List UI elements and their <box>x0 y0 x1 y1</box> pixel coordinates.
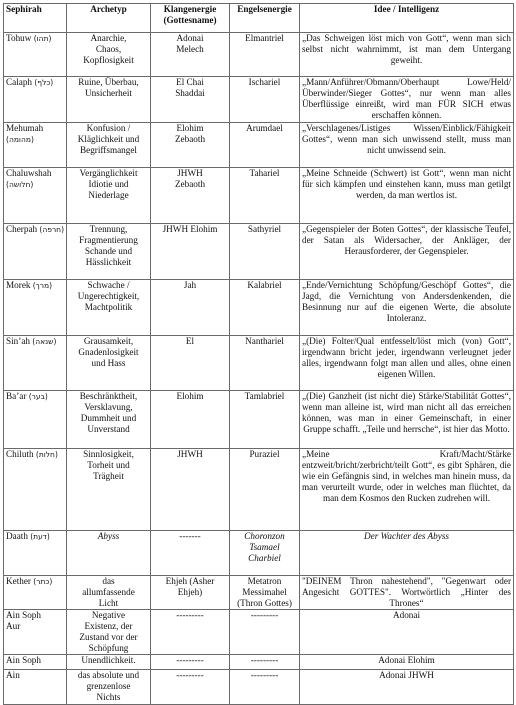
sephirah-name: Morek <box>6 280 31 290</box>
sephirah-hebrew: (דעת) <box>30 532 50 541</box>
archetyp-line: Anarchie, <box>90 33 127 43</box>
klangenergie-line: El Chai <box>176 77 204 87</box>
table-row <box>4 336 514 391</box>
archetyp-cell <box>67 531 151 576</box>
sephirah-name: Kether <box>6 576 31 586</box>
archetyp-cell <box>67 655 151 670</box>
engelsenergie-line: Ischariel <box>248 77 281 87</box>
archetyp-line: Grausamkeit, <box>83 336 134 346</box>
archetyp-line: Machtpolitik <box>84 302 133 312</box>
engelsenergie-line: Charbiel <box>248 553 281 563</box>
archetyp-line: Dummheit und <box>80 413 137 423</box>
table-row <box>4 280 514 336</box>
engelsenergie-cell <box>230 531 300 576</box>
archetyp-cell <box>67 224 151 280</box>
sephirah-hebrew: (מרך) <box>32 281 53 290</box>
sephirah-cell <box>4 576 67 610</box>
sephirah-cell <box>4 224 67 280</box>
idee-cell: „(Die) Ganzheit (ist nicht die) Stärke/Stabilität Gottes“, wenn man alleine ist, wird man nicht all das erreichen können, was man in einer Gemeinschaft, in einer Gruppe schafft. „Teile und herrsche“, ist hier das Motto. <box>300 391 514 449</box>
klangenergie-line: El <box>185 336 195 346</box>
archetyp-cell <box>67 33 151 77</box>
archetyp-cell <box>67 576 151 610</box>
klangenergie-line: Zebaoth <box>174 179 206 189</box>
engelsenergie-line: Choronzon <box>244 531 285 541</box>
archetyp-line: Begriffsmangel <box>80 145 137 155</box>
archetyp-line: das <box>102 576 115 586</box>
archetyp-line: das absolute und <box>77 670 140 680</box>
archetyp-line: Chaos, <box>95 44 122 54</box>
engelsenergie-line: Tsamael <box>249 542 280 552</box>
sephirah-cell <box>4 77 67 123</box>
table-row <box>4 33 514 77</box>
klangenergie-cell <box>151 576 230 610</box>
klangenergie-cell <box>151 391 230 449</box>
idee-cell: „Meine Kraft/Macht/Stärke entzweit/bricht/zerbricht/teilt Gott“, es gibt Sphären, die wie ein Gefängnis sind, in welches man hinein muss, da man verurteilt wurde, oder in welches man flüchtet, da man dem Kosmos den Rucken zudrehen will. <box>300 449 514 531</box>
archetyp-line: Niederlage <box>88 190 129 200</box>
sephirah-hebrew: (מהומה) <box>6 135 34 144</box>
sephirah-cell <box>4 670 67 705</box>
archetyp-line: Sinnlosigkeit, <box>83 449 134 459</box>
klangenergie-cell <box>151 168 230 224</box>
idee-cell: "DEINEM Thron nahestehend", "Gegenwart oder Angesicht GOTTES". Wortwörtlich „Hinter des Thrones“ <box>300 576 514 610</box>
archetyp-line: Beschränktheit, <box>79 391 138 401</box>
engelsenergie-line: Arumdael <box>246 123 283 133</box>
sephirah-cell <box>4 280 67 336</box>
sephirah-cell <box>4 336 67 391</box>
engelsenergie-cell <box>230 280 300 336</box>
engelsenergie-cell <box>230 224 300 280</box>
sephirah-cell <box>4 168 67 224</box>
table-row <box>4 655 514 670</box>
archetyp-line: Unsicherheit <box>85 88 132 98</box>
archetyp-line: Idiotie und <box>88 179 129 189</box>
sephirah-cell <box>4 610 67 655</box>
archetyp-line: und Hass <box>91 358 126 368</box>
table-row <box>4 610 514 655</box>
idee-cell: Adonai JHWH <box>300 670 514 705</box>
archetyp-line: Licht <box>98 598 119 608</box>
archetyp-line: Gnadenlosigkeit <box>78 347 139 357</box>
engelsenergie-line: Elmantriel <box>245 33 284 43</box>
sephirah-name: Chiluth <box>6 449 34 459</box>
archetyp-cell <box>67 77 151 123</box>
sephirah-name: Chaluwshah <box>6 168 52 178</box>
archetyp-line: Trennung, <box>89 224 128 234</box>
sephirah-hebrew: (חרפה) <box>39 225 65 234</box>
header-klangenergie-line-1: Klangenergie <box>163 4 217 14</box>
idee-cell: Adonai Elohim <box>300 655 514 670</box>
sephirah-cell <box>4 33 67 77</box>
klangenergie-line: Jah <box>183 280 197 290</box>
idee-cell: „Verschlagenes/Listiges Wissen/Einblick/Fähigkeit Gottes“, wenn man sich unwissend stellt, muss man nicht unwissend sein. <box>300 123 514 168</box>
archetyp-line: Ungerechtigkeit, <box>77 291 140 301</box>
klangenergie-line: Ehjeh) <box>177 587 203 597</box>
engelsenergie-cell <box>230 123 300 168</box>
sephirah-name: Ain Soph <box>6 655 41 665</box>
header-engelsenergie: Engelsenergie <box>230 4 300 33</box>
klangenergie-cell <box>151 531 230 576</box>
sephirah-name: Sin’ah <box>6 336 30 346</box>
sephirah-hebrew: (שנאה) <box>32 337 57 346</box>
klangenergie-cell <box>151 33 230 77</box>
archetyp-cell <box>67 123 151 168</box>
sephirah-name: Tohuw <box>6 33 32 43</box>
klangenergie-line: Ehjeh (Asher <box>165 576 215 586</box>
idee-cell: „Gegenspieler der Boten Gottes“, der klassische Teufel, der Satan als Widersacher, der Ankläger, der Herausforderer, der Gegenspieler. <box>300 224 514 280</box>
klangenergie-line: --------- <box>176 670 204 680</box>
archetyp-cell <box>67 391 151 449</box>
klangenergie-line: Adonai <box>176 33 204 43</box>
sephirah-cell <box>4 655 67 670</box>
archetyp-cell <box>67 168 151 224</box>
engelsenergie-cell <box>230 168 300 224</box>
sephirah-name: Ain <box>6 670 20 680</box>
klangenergie-cell <box>151 670 230 705</box>
archetyp-line: Torheit und <box>87 460 130 470</box>
table-row <box>4 77 514 123</box>
idee-cell: Der Wachter des Abyss <box>300 531 514 576</box>
engelsenergie-cell <box>230 336 300 391</box>
idee-cell: „Das Schweigen löst mich von Gott“, wenn man sich selbst nicht wahrnimmt, ist man dem Untergang geweiht. <box>300 33 514 77</box>
sephirah-hebrew: (תהו) <box>33 34 52 43</box>
engelsenergie-line: (Thron Gottes) <box>237 598 292 608</box>
engelsenergie-cell <box>230 655 300 670</box>
engelsenergie-line: Tahariel <box>249 168 280 178</box>
klangenergie-cell <box>151 336 230 391</box>
archetyp-line: Negative <box>91 610 126 620</box>
archetyp-line: Fragmentierung <box>79 235 138 245</box>
klangenergie-line: JHWH Elohim <box>162 224 218 234</box>
engelsenergie-line: --------- <box>250 655 279 665</box>
archetyp-line: Schande und <box>84 246 133 256</box>
table-row <box>4 224 514 280</box>
klangenergie-line: Melech <box>176 44 204 54</box>
archetyp-line: allumfassende <box>82 587 135 597</box>
sephirah-name: Ain Soph <box>6 610 41 620</box>
klangenergie-cell <box>151 77 230 123</box>
header-archetyp: Archetyp <box>67 4 151 33</box>
sephirah-hebrew: (חלושה) <box>6 180 34 189</box>
sephirah-cell <box>4 123 67 168</box>
archetyp-line: Kläglichkeit und <box>77 134 140 144</box>
table-body <box>4 33 514 705</box>
sephirah-hebrew: (בער) <box>28 392 48 401</box>
table-header-row <box>4 4 514 33</box>
klangenergie-cell <box>151 449 230 531</box>
archetyp-line: Versklavung, <box>84 402 133 412</box>
sephirah-cell <box>4 531 67 576</box>
engelsenergie-line: Metatron <box>247 576 282 586</box>
header-klangenergie-line-2: (Gottesname) <box>163 15 217 25</box>
archetyp-cell <box>67 670 151 705</box>
sephirah-hebrew: (חלות) <box>35 450 58 459</box>
archetyp-line: Kopflosigkeit <box>83 55 134 65</box>
klangenergie-line: JHWH <box>177 168 203 178</box>
engelsenergie-line: Sathyriel <box>247 224 282 234</box>
sephirah-cell <box>4 449 67 531</box>
klangenergie-cell <box>151 655 230 670</box>
idee-cell: „(Die) Folter/Qual entfesselt/löst mich (von) Gott“, irgendwann bricht jeder, irgendwann verleugnet jeder alles, irgendwann folgt man allen und alles, ohne einen eigenen Willen. <box>300 336 514 391</box>
archetyp-line: Nichts <box>96 692 121 702</box>
engelsenergie-line: Tamlabriel <box>244 391 285 401</box>
idee-cell: Adonai <box>300 610 514 655</box>
archetyp-cell <box>67 336 151 391</box>
klangenergie-cell <box>151 280 230 336</box>
klangenergie-line: ------- <box>179 531 201 541</box>
archetyp-line: Zustand vor der <box>79 632 138 642</box>
sephiroth-table <box>3 3 514 705</box>
archetyp-line: Abyss <box>97 531 120 541</box>
klangenergie-line: --------- <box>176 655 204 665</box>
klangenergie-line: Shaddai <box>175 88 205 98</box>
idee-cell: „Ende/Vernichtung Schöpfung/Geschöpf Gottes“, die Jagd, die Vernichtung von Andersdenkenden, die Besinnung nur auf die eigenen Werte, die absolute Intoleranz. <box>300 280 514 336</box>
archetyp-line: Schöpfung <box>88 643 129 653</box>
engelsenergie-line: --------- <box>250 670 279 680</box>
header-sephirah: Sephirah <box>4 4 67 33</box>
engelsenergie-cell <box>230 449 300 531</box>
sephirah-hebrew: (כלף) <box>34 78 54 87</box>
table-row <box>4 123 514 168</box>
sephirah-name: Cherpah <box>6 224 38 234</box>
engelsenergie-cell <box>230 391 300 449</box>
archetyp-line: Ruine, Überbau, <box>78 77 139 87</box>
sephirah-name: Calaph <box>6 77 33 87</box>
sephirah-name: Mehumah <box>6 123 44 133</box>
archetyp-line: Schwache / <box>87 280 130 290</box>
table-row <box>4 531 514 576</box>
table-row <box>4 576 514 610</box>
engelsenergie-cell <box>230 576 300 610</box>
klangenergie-cell <box>151 224 230 280</box>
archetyp-line: grenzenlose <box>86 681 131 691</box>
engelsenergie-cell <box>230 77 300 123</box>
idee-cell: „Mann/Anführer/Obmann/Oberhaupt Lowe/Held/Überwinder/Sieger Gottes“, nur wenn man alles Überflüssige einreißt, wird man FÜR SICH etwas erschaffen können. <box>300 77 514 123</box>
engelsenergie-cell <box>230 610 300 655</box>
klangenergie-line: JHWH <box>177 449 203 459</box>
klangenergie-line: Elohim <box>176 391 204 401</box>
klangenergie-cell <box>151 123 230 168</box>
archetyp-line: Hässlichkeit <box>85 257 132 267</box>
table-row <box>4 168 514 224</box>
engelsenergie-cell <box>230 670 300 705</box>
engelsenergie-cell <box>230 33 300 77</box>
sephirah-name: Daath <box>6 531 28 541</box>
engelsenergie-line: Kalabriel <box>247 280 282 290</box>
archetyp-line: Konfusion / <box>86 123 131 133</box>
klangenergie-line: --------- <box>176 610 204 620</box>
table-row <box>4 449 514 531</box>
engelsenergie-line: --------- <box>250 610 279 620</box>
archetyp-line: Vergänglichkeit <box>79 168 138 178</box>
header-idee: Idee / Intelligenz <box>300 4 514 33</box>
klangenergie-line: Zebaoth <box>174 134 206 144</box>
idee-cell: „Meine Schneide (Schwert) ist Gott“, wenn man nicht für sich kämpfen und einstehen kann, muss man getilgt werden, da man wertlos ist. <box>300 168 514 224</box>
archetyp-cell <box>67 280 151 336</box>
engelsenergie-line: Puraziel <box>249 449 280 459</box>
archetyp-cell <box>67 610 151 655</box>
sephirah-name-line-2: Aur <box>6 621 21 631</box>
archetyp-line: Unverstand <box>87 424 130 434</box>
sephirah-cell <box>4 391 67 449</box>
klangenergie-line: Elohim <box>176 123 204 133</box>
klangenergie-cell <box>151 610 230 655</box>
table-row <box>4 670 514 705</box>
sephirah-name: Ba’ar <box>6 391 27 401</box>
engelsenergie-line: Nanthariel <box>245 336 284 346</box>
sephirah-hebrew: (כתר) <box>33 577 53 586</box>
document-page <box>3 3 513 705</box>
table-row <box>4 391 514 449</box>
archetyp-line: Unendlichkeit. <box>81 655 136 665</box>
archetyp-line: Existenz, der <box>84 621 133 631</box>
header-klangenergie <box>151 4 230 33</box>
archetyp-line: Trägheit <box>93 471 124 481</box>
engelsenergie-line: Messimahel <box>242 587 287 597</box>
archetyp-cell <box>67 449 151 531</box>
